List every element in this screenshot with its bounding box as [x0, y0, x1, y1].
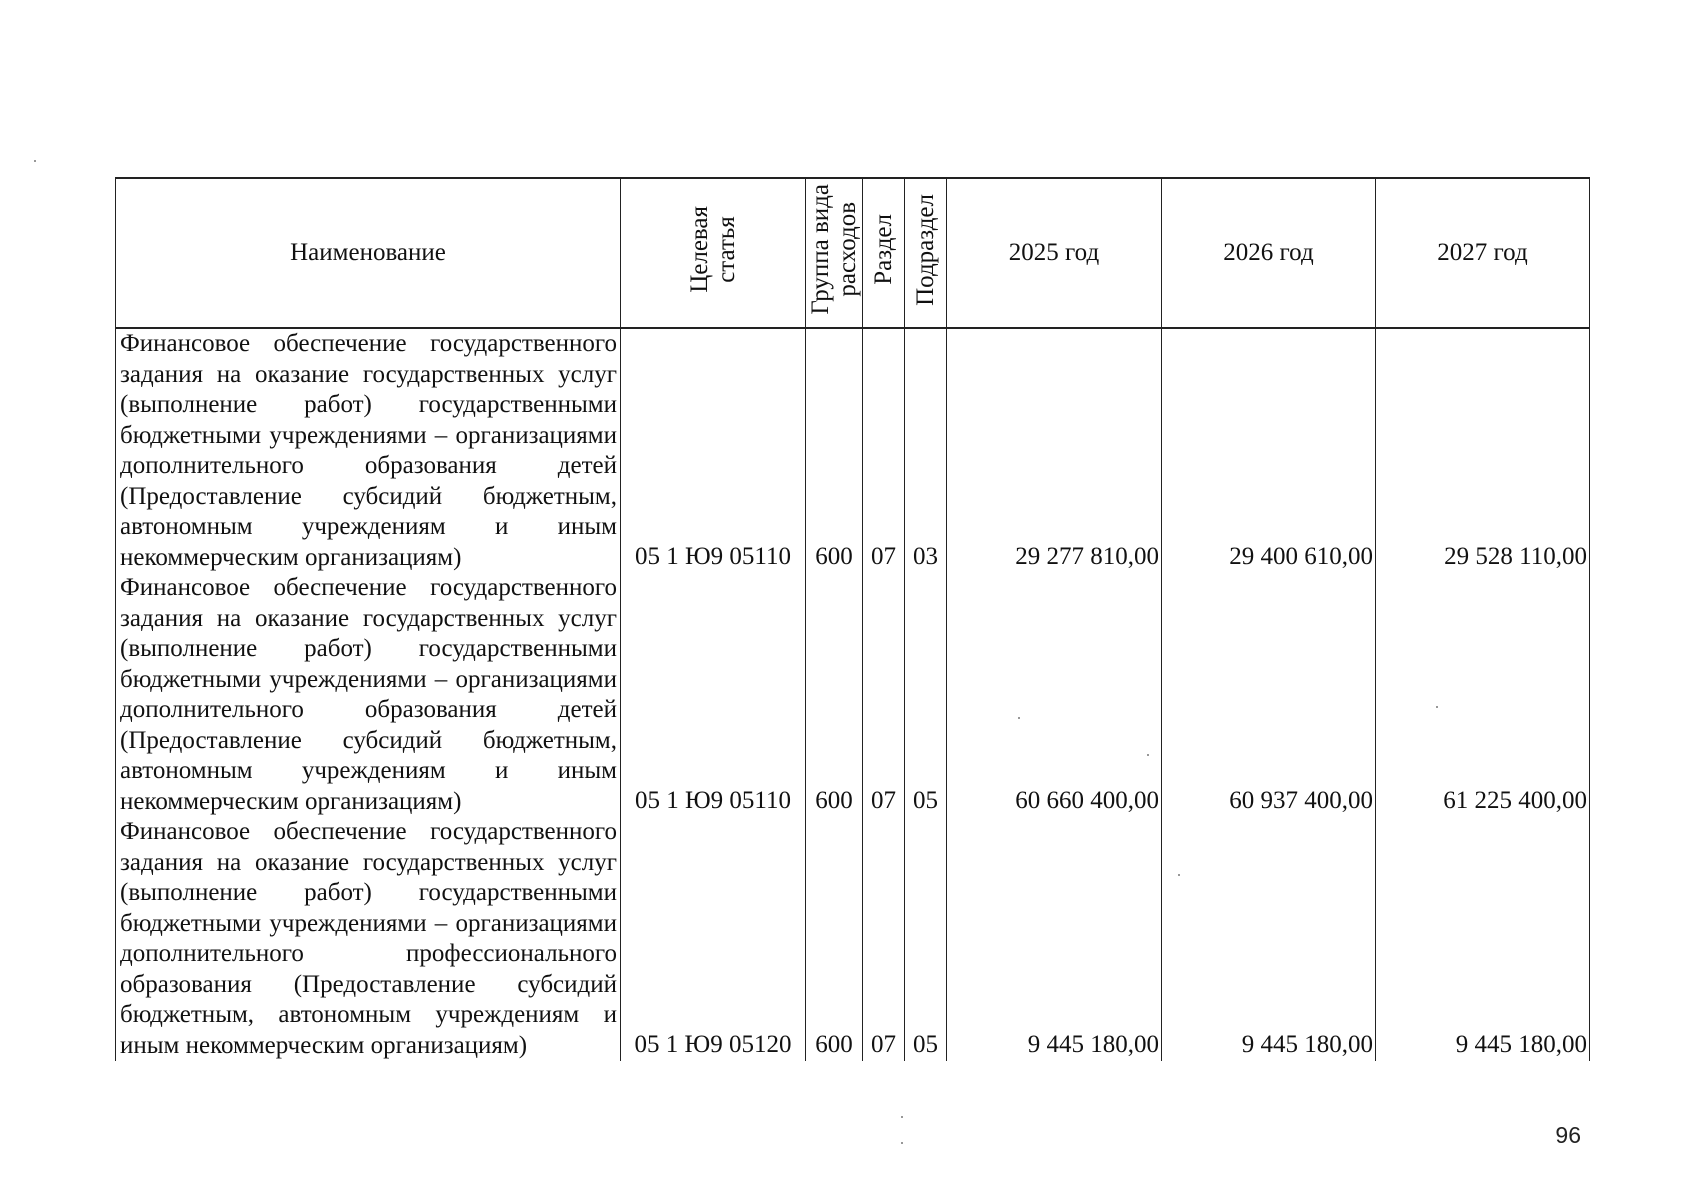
- row-amount-2025: 60 660 400,00: [947, 573, 1162, 817]
- header-year-2025: [947, 178, 1162, 328]
- row-target-article: 05 1 Ю9 05110: [621, 328, 806, 573]
- scan-speck: [1018, 717, 1020, 719]
- page-number: 96: [1555, 1122, 1581, 1148]
- header-year-2027-label: 2027 год: [1437, 239, 1528, 266]
- row-amount-2027: 29 528 110,00: [1376, 328, 1590, 573]
- table-header: [116, 178, 1590, 328]
- header-subsection-label: Подраздел: [912, 193, 939, 306]
- header-subsection: [905, 178, 947, 328]
- header-name-label: Наименование: [290, 239, 446, 266]
- row-target-article: 05 1 Ю9 05120: [621, 817, 806, 1061]
- row-amount-2027: 9 445 180,00: [1376, 817, 1590, 1061]
- table-body: [116, 328, 1590, 1061]
- header-name: [116, 178, 621, 328]
- header-year-2026: [1162, 178, 1376, 328]
- row-name: Финансовое обеспечение государственного задания на оказание государственных услуг (выполнение работ) государственными бюджетными учреждениями – организациями дополнительного образования детей (Предоставление субсидий бюджетным, автономным учреждениям и иным некоммерческим организациям): [116, 573, 621, 817]
- scan-speck: [1436, 706, 1438, 708]
- row-subsection: 05: [905, 817, 947, 1061]
- row-amount-2025: 9 445 180,00: [947, 817, 1162, 1061]
- row-section: 07: [863, 328, 905, 573]
- table-row: [116, 328, 1590, 573]
- header-year-2026-label: 2026 год: [1223, 239, 1314, 266]
- row-name: Финансовое обеспечение государственного задания на оказание государственных услуг (выполнение работ) государственными бюджетными учреждениями – организациями дополнительного образования детей (Предоставление субсидий бюджетным, автономным учреждениям и иным некоммерческим организациям): [116, 328, 621, 573]
- header-section: [863, 178, 905, 328]
- row-section: 07: [863, 573, 905, 817]
- header-row: [116, 178, 1590, 328]
- table-row: [116, 817, 1590, 1061]
- row-expense-group: 600: [806, 573, 863, 817]
- row-amount-2027: 61 225 400,00: [1376, 573, 1590, 817]
- header-expense-group: [806, 178, 863, 328]
- budget-table: [115, 177, 1590, 1061]
- header-section-label: Раздел: [870, 214, 897, 285]
- row-amount-2026: 29 400 610,00: [1162, 328, 1376, 573]
- row-name: Финансовое обеспечение государственного задания на оказание государственных услуг (выполнение работ) государственными бюджетными учреждениями – организациями дополнительного профессионального образования (Предоставление субсидий бюджетным, автономным учреждениям и иным некоммерческим организациям): [116, 817, 621, 1061]
- scan-speck: [901, 1116, 903, 1118]
- scan-speck: [1147, 754, 1149, 756]
- scan-speck: [34, 160, 36, 162]
- table-row: [116, 573, 1590, 817]
- scan-speck: [901, 1142, 903, 1144]
- row-subsection: 03: [905, 328, 947, 573]
- row-target-article: 05 1 Ю9 05110: [621, 573, 806, 817]
- header-target-article-label: Целевая статья: [686, 206, 740, 293]
- header-year-2025-label: 2025 год: [1008, 239, 1100, 266]
- row-expense-group: 600: [806, 817, 863, 1061]
- header-year-2027: [1376, 178, 1590, 328]
- header-target-article: [621, 178, 806, 328]
- row-amount-2026: 9 445 180,00: [1162, 817, 1376, 1061]
- row-expense-group: 600: [806, 328, 863, 573]
- row-subsection: 05: [905, 573, 947, 817]
- row-amount-2025: 29 277 810,00: [947, 328, 1162, 573]
- row-amount-2026: 60 937 400,00: [1162, 573, 1376, 817]
- scan-speck: [1178, 874, 1180, 876]
- row-section: 07: [863, 817, 905, 1061]
- header-expense-group-label: Группа вида расходов: [807, 184, 861, 315]
